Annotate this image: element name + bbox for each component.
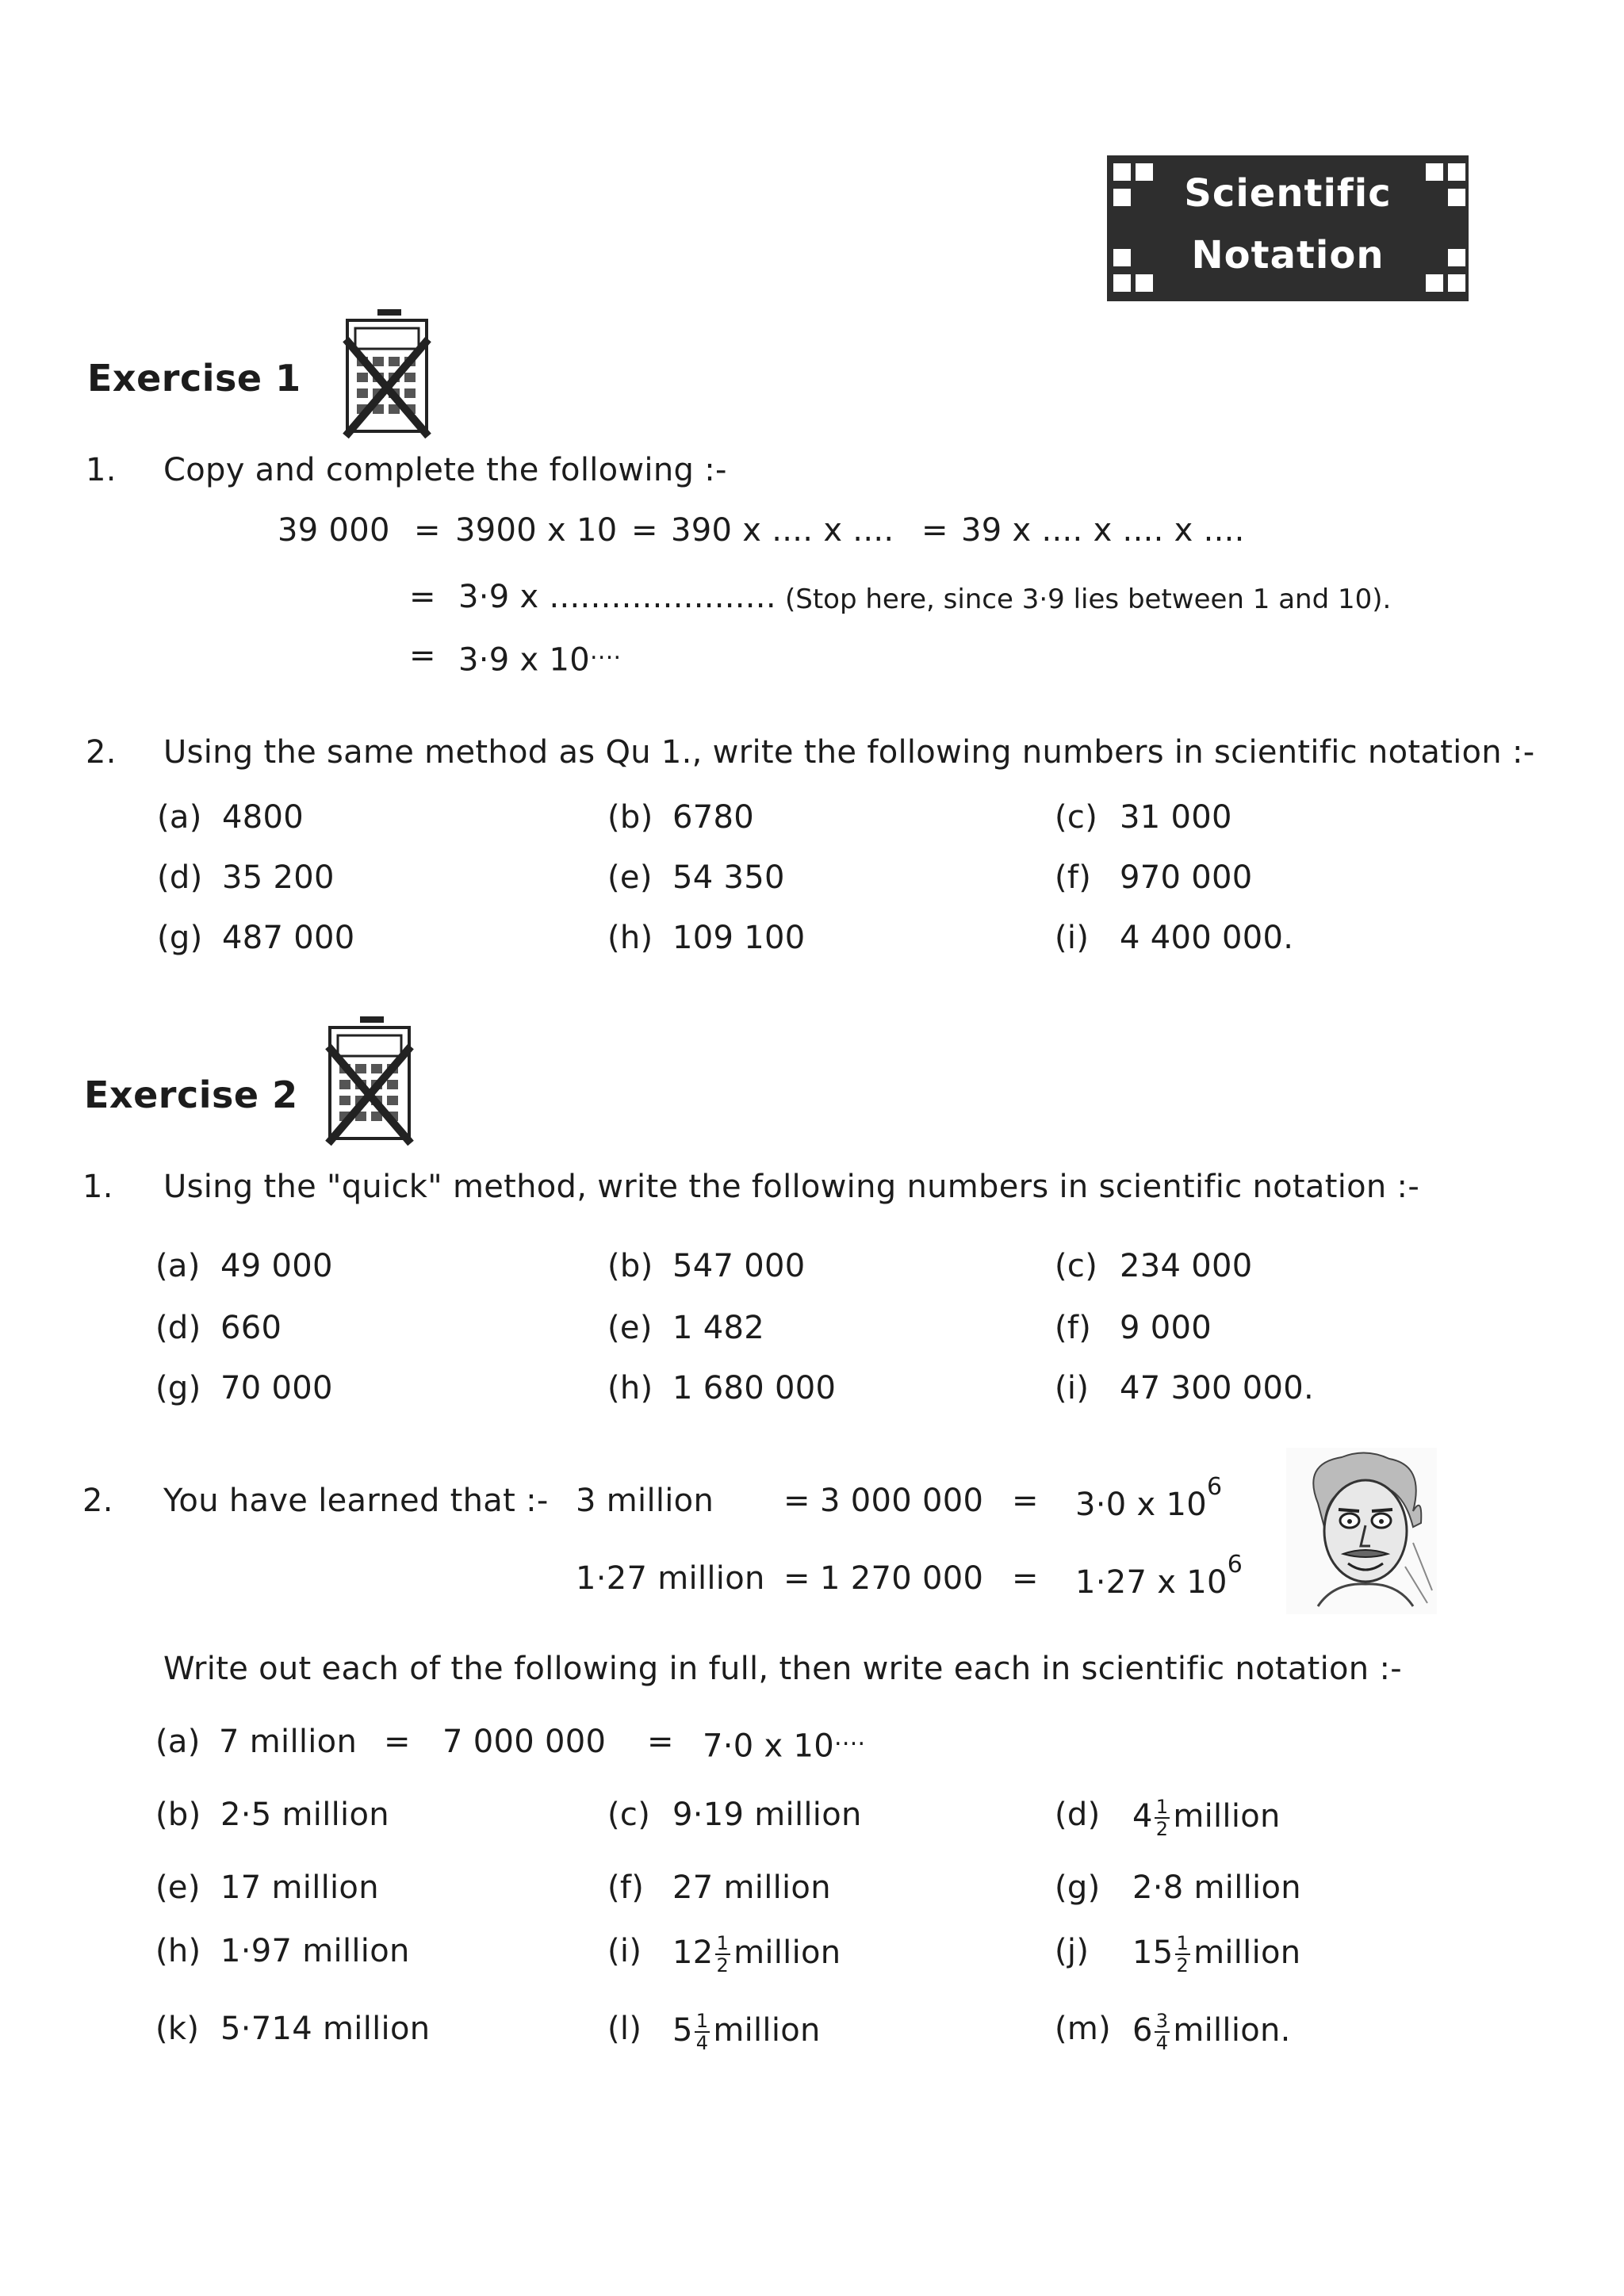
item-value: 9 000 [1120, 1310, 1212, 1346]
item-whole: 6 [1132, 2012, 1153, 2049]
no-calculator-icon [339, 304, 435, 439]
item-label: (e) [155, 1869, 201, 1906]
item-value: 35 200 [222, 859, 335, 896]
item-whole: 15 [1132, 1934, 1174, 1971]
fraction-denominator: 2 [716, 1954, 730, 1976]
item-value: 1 482 [672, 1310, 765, 1346]
equals-sign: = [409, 579, 436, 615]
item-value: 47 300 000. [1120, 1370, 1315, 1406]
item-label: (f) [607, 1869, 645, 1906]
item-label: (e) [607, 859, 653, 896]
example-words: 3 million [576, 1483, 714, 1519]
item-value: 234 000 [1120, 1248, 1253, 1284]
item-value [220, 1797, 389, 1833]
fraction-denominator: 2 [1176, 1954, 1189, 1976]
sci-mantissa: 3·9 x 10 [458, 641, 591, 679]
sci-mantissa: 3·0 x 10 [1075, 1487, 1208, 1524]
title-line-1: Scientific [1184, 171, 1392, 216]
item-fraction [715, 1933, 731, 1976]
item-label: (h) [607, 920, 653, 956]
item-label: (i) [1055, 1370, 1090, 1406]
item-label: (g) [157, 920, 203, 956]
sci-mantissa: 7·0 x 10 [703, 1728, 835, 1765]
item-unit: million [1173, 1798, 1281, 1835]
equals-sign: = [414, 512, 441, 549]
item-label: (d) [155, 1310, 201, 1346]
item-label: (c) [607, 1797, 651, 1833]
example-sci [1075, 1473, 1223, 1524]
item-value [220, 1869, 379, 1906]
item-label: (k) [155, 2011, 200, 2047]
hint-note: (Stop here, since 3·9 lies between 1 and 10). [785, 584, 1392, 615]
item-label: (d) [1055, 1797, 1101, 1833]
example-words: 1·27 million [576, 1560, 765, 1597]
working-value: 390 x .... x .... [671, 512, 894, 549]
item-label: (d) [157, 859, 203, 896]
item-unit: million [723, 1869, 831, 1906]
item-value [1132, 1797, 1281, 1839]
working-value [458, 637, 621, 678]
item-label: (b) [155, 1797, 201, 1833]
item-value: 487 000 [222, 920, 355, 956]
item-value: 70 000 [220, 1370, 333, 1406]
sci-mantissa: 1·27 x 10 [1075, 1564, 1228, 1601]
item-unit: million [271, 1869, 379, 1906]
item-value [1132, 1933, 1300, 1976]
question-number: 2. [82, 1483, 113, 1519]
item-value [220, 1933, 410, 1969]
item-value [672, 1797, 862, 1833]
question-text: Write out each of the following in full, then write each in scientific notation :- [163, 1651, 1402, 1687]
example-full: 1 270 000 [820, 1560, 984, 1597]
item-whole: 9·19 [672, 1797, 745, 1833]
item-whole: 5 [672, 2012, 693, 2049]
item-label: (l) [607, 2011, 642, 2047]
worked-example-label: (a) [155, 1724, 201, 1760]
item-unit: million [733, 1934, 841, 1971]
equals-sign: = [409, 637, 436, 674]
item-value [1132, 1869, 1301, 1906]
item-whole: 12 [672, 1934, 714, 1971]
item-value: 1 680 000 [672, 1370, 837, 1406]
working-value: 3·9 x ...................... [458, 579, 776, 615]
item-whole: 27 [672, 1869, 714, 1906]
equals-sign: = [783, 1483, 810, 1519]
item-fraction [695, 2011, 710, 2053]
item-label: (i) [1055, 920, 1090, 956]
item-label: (c) [1055, 799, 1098, 836]
equals-sign: = [631, 512, 658, 549]
question-number: 1. [86, 452, 117, 488]
question-number: 1. [82, 1169, 113, 1205]
title-line-2: Notation [1191, 233, 1385, 277]
item-label: (h) [607, 1370, 653, 1406]
sci-exponent: .... [834, 1724, 866, 1751]
item-unit: million [323, 2011, 431, 2047]
item-label: (f) [1055, 1310, 1092, 1346]
equals-sign: = [1012, 1483, 1039, 1519]
item-value: 970 000 [1120, 859, 1253, 896]
item-whole: 5·714 [220, 2011, 313, 2047]
item-label: (g) [155, 1370, 201, 1406]
exercise-2-heading: Exercise 2 [84, 1073, 298, 1116]
item-fraction [1155, 2011, 1170, 2053]
item-label: (e) [607, 1310, 653, 1346]
item-unit: million [713, 2012, 821, 2049]
question-number: 2. [86, 734, 117, 771]
item-whole: 17 [220, 1869, 262, 1906]
item-whole: 2·8 [1132, 1869, 1184, 1906]
title-box [1107, 155, 1469, 301]
question-text: Using the same method as Qu 1., write the following numbers in scientific notation :- [163, 734, 1535, 771]
example-sci [1075, 1551, 1243, 1601]
item-value [1132, 2011, 1291, 2053]
equals-sign: = [921, 512, 948, 549]
item-value: 109 100 [672, 920, 806, 956]
example-full: 3 000 000 [820, 1483, 984, 1519]
item-label: (a) [157, 799, 202, 836]
item-whole: 4 [1132, 1798, 1153, 1835]
item-label: (b) [607, 799, 653, 836]
scientist-portrait-image [1286, 1448, 1437, 1614]
item-unit: million [1193, 1869, 1301, 1906]
sci-exponent: .... [590, 637, 622, 665]
item-fraction [1155, 1797, 1170, 1839]
worked-example-words: 7 million [219, 1724, 358, 1760]
item-unit: million [282, 1797, 389, 1833]
fraction-numerator: 3 [1155, 2010, 1169, 2032]
item-label: (a) [155, 1248, 201, 1284]
exercise-1-heading: Exercise 1 [87, 357, 301, 400]
fraction-numerator: 1 [1176, 1932, 1189, 1954]
item-value: 547 000 [672, 1248, 806, 1284]
equals-sign: = [384, 1724, 411, 1760]
working-value: 39 000 [278, 512, 390, 549]
item-label: (m) [1055, 2011, 1112, 2047]
item-label: (f) [1055, 859, 1092, 896]
item-label: (b) [607, 1248, 653, 1284]
no-calculator-icon [322, 1012, 417, 1146]
item-value: 4 400 000. [1120, 920, 1294, 956]
item-unit: million. [1173, 2012, 1291, 2049]
item-value: 54 350 [672, 859, 785, 896]
equals-sign: = [647, 1724, 674, 1760]
fraction-denominator: 4 [1155, 2032, 1169, 2054]
item-unit: million [1193, 1934, 1301, 1971]
worked-example-full: 7 000 000 [442, 1724, 607, 1760]
item-label: (h) [155, 1933, 201, 1969]
item-label: (c) [1055, 1248, 1098, 1284]
item-value: 49 000 [220, 1248, 333, 1284]
worked-example-sci [703, 1724, 865, 1764]
fraction-numerator: 1 [716, 1932, 730, 1954]
item-unit: million [754, 1797, 862, 1833]
item-label: (i) [607, 1933, 642, 1969]
question-text: Copy and complete the following :- [163, 452, 727, 488]
equals-sign: = [783, 1560, 810, 1597]
sci-exponent: 6 [1207, 1473, 1223, 1501]
working-value: 39 x .... x .... x .... [961, 512, 1245, 549]
question-text: Using the "quick" method, write the following numbers in scientific notation :- [163, 1169, 1420, 1205]
item-whole: 2·5 [220, 1797, 272, 1833]
question-intro: You have learned that :- [163, 1483, 549, 1519]
sci-exponent: 6 [1227, 1551, 1243, 1578]
fraction-numerator: 1 [695, 2010, 709, 2032]
fraction-denominator: 2 [1155, 1818, 1169, 1840]
working-value: 3900 x 10 [455, 512, 618, 549]
fraction-numerator: 1 [1155, 1796, 1169, 1818]
item-value: 6780 [672, 799, 754, 836]
item-unit: million [302, 1933, 410, 1969]
item-whole: 1·97 [220, 1933, 293, 1969]
item-value: 660 [220, 1310, 282, 1346]
item-value: 4800 [222, 799, 304, 836]
item-label: (g) [1055, 1869, 1101, 1906]
item-label: (j) [1055, 1933, 1090, 1969]
item-fraction [1175, 1933, 1191, 1976]
item-value [672, 1869, 831, 1906]
item-value [220, 2011, 430, 2047]
item-value: 31 000 [1120, 799, 1232, 836]
item-value [672, 1933, 841, 1976]
item-value [672, 2011, 821, 2053]
fraction-denominator: 4 [695, 2032, 709, 2054]
equals-sign: = [1012, 1560, 1039, 1597]
